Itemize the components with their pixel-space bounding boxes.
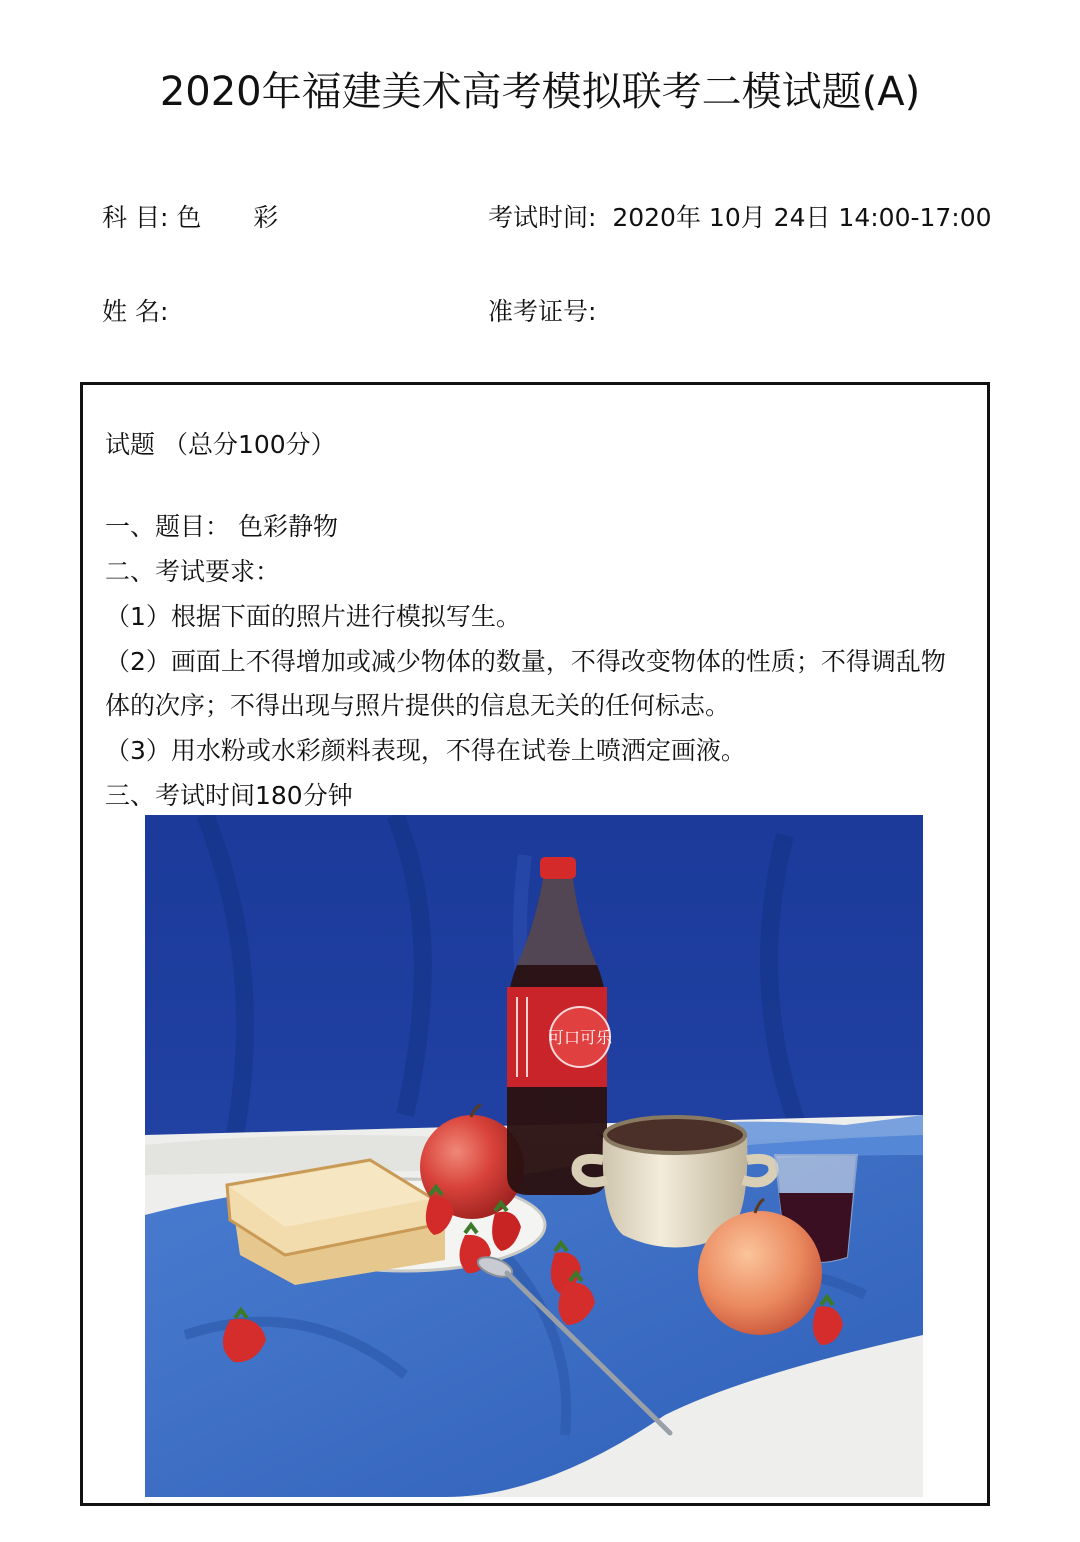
yellow-apple [698, 1211, 822, 1335]
subject-label: 科 目: [102, 203, 169, 232]
question-heading: 试题 （总分100分） [105, 430, 336, 459]
name-label: 姓 名: [102, 297, 169, 326]
bottle-label-text: 可口可乐 [547, 1028, 613, 1047]
page-title: 2020年福建美术高考模拟联考二模试题(A) [159, 69, 921, 115]
admission-number-field [488, 292, 596, 328]
requirement-2-line-1: （2）画面上不得增加或减少物体的数量，不得改变物体的性质；不得调乱物 [105, 647, 946, 676]
subject-value: 色 彩 [176, 203, 301, 232]
admission-number-label: 准考证号: [488, 297, 597, 326]
exam-question-box [80, 382, 990, 1506]
exam-time-field [488, 198, 992, 234]
question-item-2: 二、考试要求： [105, 557, 281, 586]
subject-field [102, 198, 300, 234]
requirement-3: （3）用水粉或水彩颜料表现，不得在试卷上喷洒定画液。 [105, 736, 746, 765]
still-life-photo [145, 815, 923, 1497]
question-item-3: 三、考试时间180分钟 [105, 781, 353, 810]
name-field [102, 292, 168, 328]
still-life-illustration [145, 815, 923, 1497]
exam-time-value: 2020年 10月 24日 14:00-17:00 [612, 203, 992, 232]
question-item-1: 一、题目： 色彩静物 [105, 512, 338, 541]
requirement-1: （1）根据下面的照片进行模拟写生。 [105, 602, 521, 631]
exam-time-label: 考试时间: [488, 203, 597, 232]
requirement-2-line-2: 体的次序；不得出现与照片提供的信息无关的任何标志。 [105, 691, 731, 720]
